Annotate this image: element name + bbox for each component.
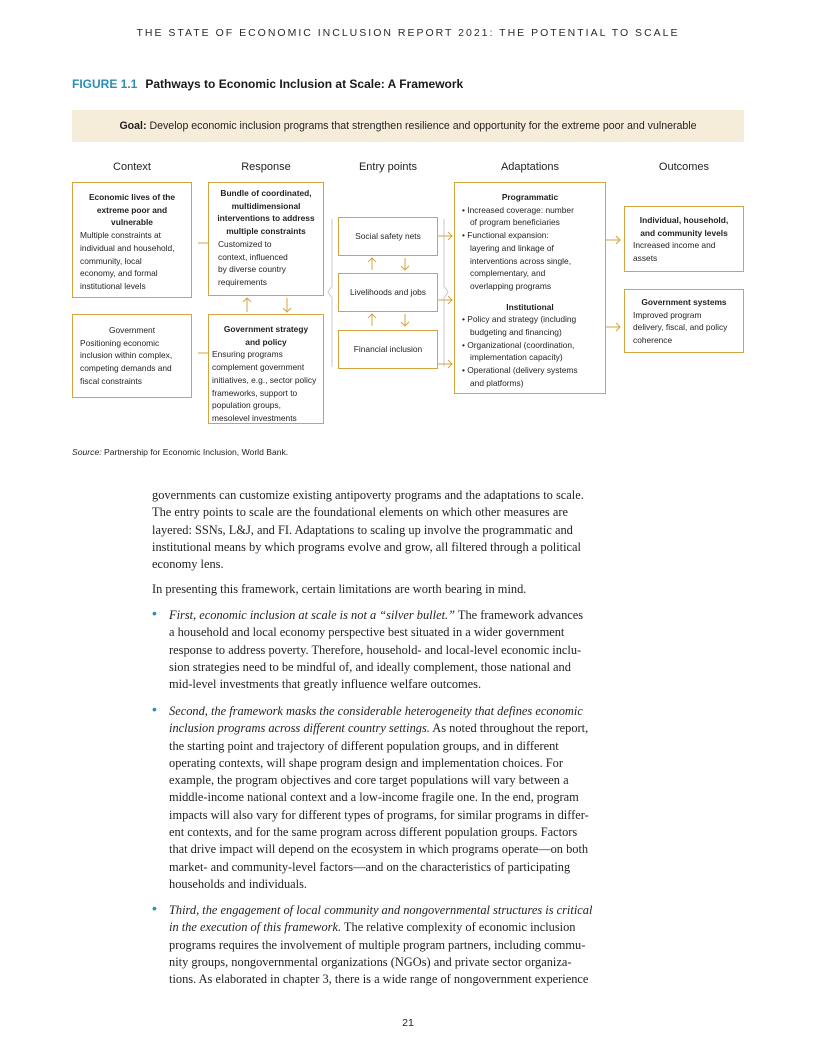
institutional-line: • Operational (delivery systems [462,365,578,376]
entry-box-financial-inclusion: Financial inclusion [338,330,438,369]
bullet-line [169,755,679,772]
response-1-body-line: context, influenced [218,251,288,262]
column-head-context: Context [113,161,151,173]
bullet-line [169,807,679,824]
bullet-line-regular: ent contexts, and for the same program across different population groups. Factors [169,825,578,840]
outcome-1-title-line: Individual, household, [639,215,729,225]
figure-number: FIGURE 1.1 [72,77,138,91]
outcome-box-individual [624,206,744,272]
bullet-line-regular: nity groups, nongovernmental organizations (NGOs) and private sector organiza- [169,954,572,969]
bullet-line-regular: mid-level investments that greatly influence welfare outcomes. [169,677,482,692]
context-1-title-line: vulnerable [111,217,153,228]
response-2-body-line: population groups, [212,400,281,411]
institutional-line: and platforms) [470,377,524,388]
arrow-entry-up-1 [368,258,376,270]
institutional-line: • Policy and strategy (including [462,314,577,325]
body-line: The entry points to scale are the foundational elements on which other measures are [152,505,568,520]
bullet-marker-2: • [152,701,157,717]
bullet-line-italic: Third, the engagement of local community and nongovernmental structures is critical [169,903,593,917]
bullet-line [169,789,679,806]
context-box-government [72,314,192,398]
outcome-1-body-line: Increased income and [633,240,716,251]
bullet-line [169,624,679,641]
outcome-1-title-line: and community levels [640,227,728,238]
figure-source [72,447,288,457]
bullet-line-italic: in the execution of this framework. [169,920,342,935]
bullet-line [169,971,679,988]
bullet-line [169,738,679,755]
column-head-outcomes: Outcomes [658,161,710,173]
bullet-line-regular: example, the program objectives and core target populations will vary between a [169,773,569,788]
bullet-line-regular: impacts will also vary for different types of programs, for similar programs in differ- [169,807,589,822]
response-2-body-line: initiatives, e.g., sector policy [212,374,317,385]
bullet-line-regular: sion strategies need to be mindful of, and ideally complement, those national and [169,659,571,674]
bullet-line-regular: a household and local economy perspective best situated in a wider government [169,625,565,640]
response-1-title-line: multidimensional [231,200,301,211]
bullet-line-regular: households and individuals. [169,876,308,891]
programmatic-line: layering and linkage of [470,242,554,253]
bullet-line [169,841,679,858]
context-1-body-line: economy, and formal [80,268,158,279]
adaptations-programmatic-title: Programmatic [501,192,559,202]
bullet-item-2 [169,703,679,893]
page-number: 21 [402,1017,414,1029]
programmatic-line: • Increased coverage: number [462,204,574,215]
bullet-line-italic: First, economic inclusion at scale is not a “silver bullet.” [169,608,455,622]
programmatic-line: interventions across single, [470,255,572,266]
response-box-government-strategy [208,314,324,424]
bullet-line-regular: middle-income national context and a low-income fragile one. In the end, program [169,790,579,805]
context-2-body-line: competing demands and [80,363,172,374]
programmatic-line: overlapping programs [470,280,552,291]
column-head-adaptations: Adaptations [500,161,560,173]
bullet-marker-3: • [152,900,157,916]
institutional-line: • Organizational (coordination, [462,339,575,350]
bullet-line [169,824,679,841]
body-line: governments can customize existing antipoverty programs and the adaptations to scale. [152,488,584,502]
bullet-line-italic: Second, the framework masks the considerable heterogeneity that defines economic [169,704,583,718]
adaptations-box [454,182,606,394]
context-1-body-line: community, local [80,255,142,266]
response-1-body-line: requirements [218,276,267,287]
arrow-entry-up-2 [368,314,376,326]
bullet-line [169,703,679,720]
bullet-line [169,919,679,936]
response-box-bundle [208,182,324,296]
bullet-line-regular: programs requires the involvement of multiple program partners, including commu- [169,937,586,952]
response-1-body-line: by diverse country [218,264,286,275]
bullet-line [169,720,679,737]
goal-label: Goal: [119,120,147,132]
bullet-line [169,902,679,919]
brace-left [328,219,332,367]
entry-box-livelihoods-jobs: Livelihoods and jobs [338,273,438,312]
bullet-line-regular: response to address poverty. Therefore, household- and local-level economic inclu- [169,642,582,657]
programmatic-line: of program beneficiaries [470,217,560,228]
outcome-2-body-line: delivery, fiscal, and policy [633,322,728,333]
adaptations-institutional-title: Institutional [506,301,554,312]
outcome-2-body-line: coherence [633,335,673,346]
entry-box-social-safety-nets: Social safety nets [338,217,438,256]
bullet-line-italic: inclusion programs across different country settings. [169,721,430,736]
outcome-2-title-line: Government systems [641,297,727,307]
column-head-response: Response [241,161,291,173]
context-1-body-line: institutional levels [80,280,146,291]
institutional-line: budgeting and financing) [470,327,562,338]
outcome-1-body-line: assets [633,253,658,264]
context-box-economic-lives [72,182,192,298]
bullet-line-regular: operating contexts, will shape program design and implementation choices. For [169,755,563,770]
arrow-entry-down-2 [401,314,409,326]
context-1-title-line: Economic lives of the [88,192,176,202]
source-label: Source: [72,447,102,457]
bullet-line-regular: The relative complexity of economic inclusion [341,920,576,935]
body-line: layered: SSNs, L&J, and FI. Adaptations to scaling up involve the programmatic and [152,522,573,537]
brace-right [444,219,448,367]
body-paragraph-1 [152,487,672,573]
context-2-body-line: Positioning economic [80,337,160,348]
bullet-item-3 [169,902,679,988]
body-line: institutional means by which programs evolve and grow, all filtered through a political [152,539,581,554]
institutional-line: implementation capacity) [470,352,563,363]
bullet-line-regular: As noted throughout the report, [429,721,589,736]
bullet-line-regular: that drive impact will depend on the ecosystem in which programs operate—on both [169,842,589,857]
response-2-body-line: mesolevel investments [212,412,297,423]
bullet-item-1 [169,607,679,693]
outcome-box-government-systems [624,289,744,353]
bullet-line-regular: tions. As elaborated in chapter 3, there is a wide range of nongovernment experience [169,972,589,987]
context-2-body-line: fiscal constraints [80,375,142,386]
response-1-body-line: Customized to [218,238,272,249]
bullet-line [169,859,679,876]
context-1-body-line: individual and household, [80,242,175,253]
source-text: Partnership for Economic Inclusion, World Bank. [104,447,289,457]
bullet-line-regular: The framework advances [455,608,584,622]
response-1-title-line: multiple constraints [226,226,306,237]
programmatic-line: • Functional expansion: [462,230,549,241]
arrow-entry-down-1 [401,258,409,270]
context-1-title-line: extreme poor and [96,204,168,215]
bullet-line-regular: market- and community-level factors—and on the characteristics of participating [169,859,571,874]
context-2-body-line: inclusion within complex, [80,350,173,361]
arrow-response-down [283,298,291,312]
bullet-line [169,937,679,954]
response-2-title-line: Government strategy [223,324,309,334]
outcome-2-body-line: Improved program [633,309,702,320]
column-head-entry-points: Entry points [358,161,418,173]
running-head: THE STATE OF ECONOMIC INCLUSION REPORT 2021: THE POTENTIAL TO SCALE [136,27,680,39]
context-1-body-line: Multiple constraints at [80,230,161,241]
response-2-body-line: Ensuring programs [212,349,283,360]
bullet-line [169,642,679,659]
response-1-title-line: interventions to address [217,213,315,224]
body-paragraph-2: In presenting this framework, certain limitations are worth bearing in mind. [152,582,527,596]
arrow-response-up [243,298,251,312]
goal-text: Develop economic inclusion programs that strengthen resilience and opportunity for the extreme poor and vulnerable [149,120,697,132]
bullet-line [169,659,679,676]
bullet-line-regular: the starting point and trajectory of different population groups, and in different [169,738,559,753]
response-2-body-line: frameworks, support to [212,387,298,398]
context-2-title-line: Government [108,325,156,335]
figure-title-text: Pathways to Economic Inclusion at Scale: A Framework [145,77,464,91]
bullet-line [169,607,679,624]
response-2-body-line: complement government [212,362,305,373]
bullet-line [169,676,679,693]
body-line: economy lens. [152,557,224,572]
bullet-line [169,876,679,893]
response-1-title-line: Bundle of coordinated, [220,188,312,198]
bullet-line [169,772,679,789]
bullet-marker-1: • [152,605,157,621]
response-2-title-line: and policy [245,336,287,347]
programmatic-line: complementary, and [470,268,546,279]
bullet-line [169,954,679,971]
